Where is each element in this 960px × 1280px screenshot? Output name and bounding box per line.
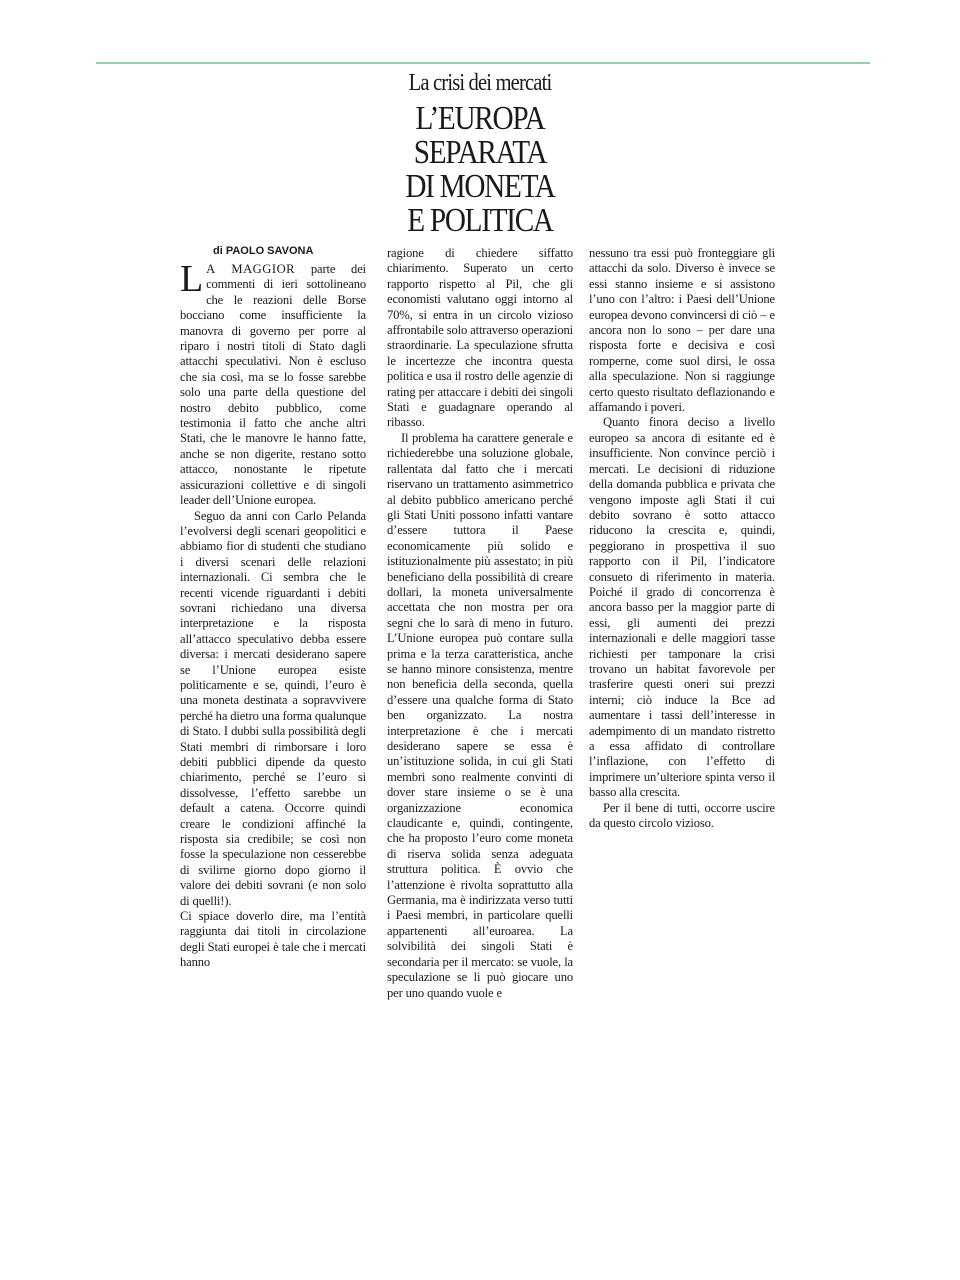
article-paragraph: Ci spiace doverlo dire, ma l’entità raggiunta dai titoli in circolazione degli Stati europei è tale che i mercati hanno — [180, 909, 366, 970]
headline-line: L’EUROPA — [415, 100, 545, 137]
section-kicker: La crisi dei mercati — [408, 70, 552, 96]
article-column-3 — [589, 246, 775, 831]
drop-cap: L — [180, 258, 204, 300]
article-paragraph: ragione di chiedere siffatto chiarimento. Superato un certo rapporto rispetto al Pil, che gli economisti valutano oggi intorno al 70%, si entra in un circolo vizioso affrontabile solo attraverso operazioni straordinarie. La speculazione sfrutta le incertezze che incontra questa politica e usa il rostro delle agenzie di rating per attaccare i debiti dei singoli Stati e guadagnare operando al ribasso. — [387, 246, 573, 430]
article-column-2 — [387, 246, 573, 1001]
article-paragraph — [180, 258, 366, 509]
top-rule — [96, 62, 870, 64]
lead-in-caps: A MAGGIOR — [206, 262, 296, 276]
headline-line: SEPARATA — [413, 134, 547, 171]
byline: di PAOLO SAVONA — [213, 245, 314, 257]
headline — [351, 102, 609, 238]
article-column-1 — [180, 258, 366, 971]
article-paragraph: Per il bene di tutti, occorre uscire da questo circolo vizioso. — [589, 800, 775, 831]
headline-line: E POLITICA — [407, 202, 553, 239]
headline-line: DI MONETA — [405, 168, 555, 205]
paragraph-text: parte dei commenti di ieri sottolineano che le reazioni delle Borse bocciano come insufficiente la manovra di governo per porre al riparo i nostri titoli di Stato dagli attacchi speculativi. Non è escluso che sia così, ma se lo fosse sarebbe solo una parte della questione del nostro debito pubblico, come testimonia il fatto che anche altri Stati, che le manovre le hanno fatte, anche se non digerite, restano sotto attacco, nonostante le ripetute assicurazioni collettive e di singoli leader dell’Unione europea. — [180, 262, 366, 508]
article-paragraph: Il problema ha carattere generale e richiederebbe una soluzione globale, rallentata dal fatto che i mercati riservano un trattamento asimmetrico al debito pubblico americano perché gli Stati Uniti possono infatti vantare d’essere tuttora il Paese economicamente più solido e istituzionalmente più assestato; in più beneficiano della possibilità di creare dollari, la moneta universalmente accettata che non mostra per ora segni che lo sarà di meno in futuro. L’Unione europea può contare sulla prima e la terza caratteristica, anche se hanno minore consistenza, mentre non beneficia della seconda, quella d’essere una qualche forma di Stato ben organizzato. La nostra interpretazione è che i mercati desiderano sapere se essa è un’istituzione solida, in cui gli Stati membri sono realmente convinti di dover stare insieme o se è una organizzazione economica claudicante e, quindi, contingente, che ha proposto l’euro come moneta di riserva solida senza adeguata struttura politica. È ovvio che l’attenzione è rivolta soprattutto alla Germania, ma è indirizzata verso tutti i Paesi membri, in particolare quelli appartenenti all’euroarea. La solvibilità dei singoli Stati è secondaria per il mercato: se vuole, la speculazione se li può giocare uno per uno quando vuole e — [387, 430, 573, 1000]
article-paragraph: Seguo da anni con Carlo Pelanda l’evolversi degli scenari geopolitici e abbiamo fior di studenti che studiano i diversi scenari delle relazioni internazionali. Ci sembra che le recenti vicende riguardanti i debiti sovrani richiedano una diversa interpretazione e la risposta all’attacco speculativo debba essere diversa: i mercati desiderano sapere se l’Unione europea esiste politicamente e se, quindi, l’euro è una moneta destinata a sopravvivere perché ha dietro una forma qualunque di Stato. I dubbi sulla possibilità degli Stati membri di rimborsare i loro debiti pubblici dipende da questo chiarimento, perché se l’euro si dissolvesse, l’effetto sarebbe un default a catena. Occorre quindi creare le condizioni affinché la risposta sia credibile; se così non fosse la speculazione non cesserebbe di svilirne giorno dopo giorno il valore dei debiti sovrani (e non solo di quelli!). — [180, 508, 366, 908]
article-paragraph: Quanto finora deciso a livello europeo sa ancora di esitante ed è insufficiente. Non convince perciò i mercati. Le decisioni di riduzione della domanda pubblica e privata che vengono imposte agli Stati il cui debito sovrano è sotto attacco riducono la crescita e, quindi, peggiorano in prospettiva il suo rapporto con il Pil, l’indicatore consueto di riferimento in materia. Poiché il grado di concorrenza è ancora basso per la maggior parte di essi, gli aumenti dei prezzi internazionali e delle maggiori tasse richiesti per tamponare la crisi trovano un habitat favorevole per trasferire questi oneri sui prezzi interni; ciò induce la Bce ad aumentare i tassi dell’interesse in adempimento di un mandato ristretto a essa affidato di controllare l’inflazione, con l’effetto di imprimere un’ulteriore spinta verso il basso alla crescita. — [589, 415, 775, 800]
article-paragraph: nessuno tra essi può fronteggiare gli attacchi da solo. Diverso è invece se essi stanno insieme e si assistono l’uno con l’altro: i Paesi dell’Unione europea devono convincersi di ciò – e ancora non lo sono – per dare una risposta forte e decisiva e così romperne, come suol dirsi, le ossa alla speculazione. Non si raggiunge certo questo risultato deflazionando e affamando i poveri. — [589, 246, 775, 415]
